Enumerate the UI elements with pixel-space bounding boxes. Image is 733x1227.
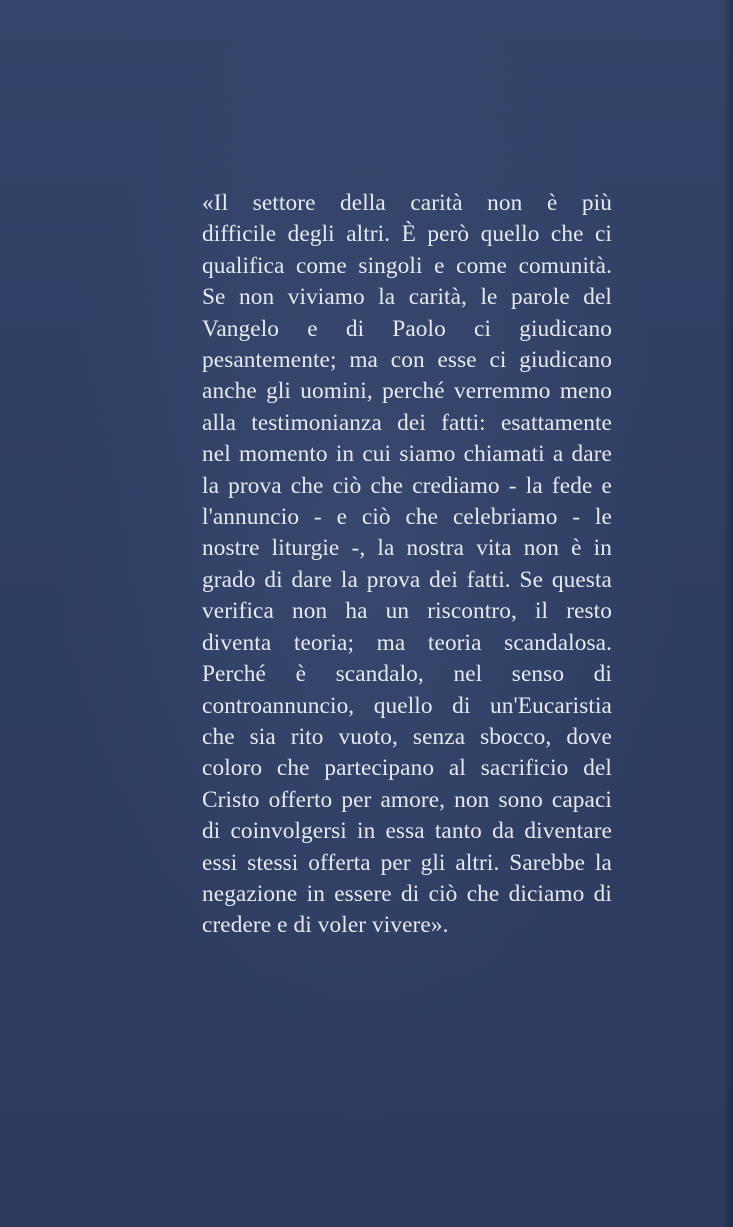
quote-line: «Il settore della carità non è più [202,190,612,216]
spine-shadow [723,0,733,1227]
quote-line: pesantemente; ma con esse ci giudicano [202,347,612,374]
quote-line: credere e di voler vivere». [202,912,449,939]
quote-line: essi stessi offerta per gli altri. Sarebbe la [202,849,612,876]
quote-line: difficile degli altri. È però quello che ci [202,221,612,248]
quote-line: coloro che partecipano al sacrificio del [202,755,612,782]
quote-line: di coinvolgersi in essa tanto da diventare [202,818,612,845]
quote-line: diventa teoria; ma teoria scandalosa. [202,629,612,656]
quote-line: l'annuncio - e ciò che celebriamo - le [202,504,612,531]
quote-line: alla testimonianza dei fatti: esattamente [202,409,612,436]
quote-line: verifica non ha un riscontro, il resto [202,598,612,625]
quote-line: Cristo offerto per amore, non sono capaci [202,786,612,813]
quote-line: Perché è scandalo, nel senso di [202,661,612,688]
quote-line: la prova che ciò che crediamo - la fede e [202,472,612,499]
quote-line: controannuncio, quello di un'Eucaristia [202,692,612,719]
back-cover-quote [202,188,612,942]
quote-line: Vangelo e di Paolo ci giudicano [202,315,612,342]
quote-line: Se non viviamo la carità, le parole del [202,284,612,311]
quote-line: che sia rito vuoto, senza sbocco, dove [202,723,612,750]
quote-line: grado di dare la prova dei fatti. Se questa [202,566,612,593]
quote-line: anche gli uomini, perché verremmo meno [202,378,612,405]
quote-line: nel momento in cui siamo chiamati a dare [202,441,612,468]
quote-line: qualifica come singoli e come comunità. [202,252,612,279]
quote-line: nostre liturgie -, la nostra vita non è in [202,535,612,562]
quote-line: negazione in essere di ciò che diciamo di [202,880,612,907]
